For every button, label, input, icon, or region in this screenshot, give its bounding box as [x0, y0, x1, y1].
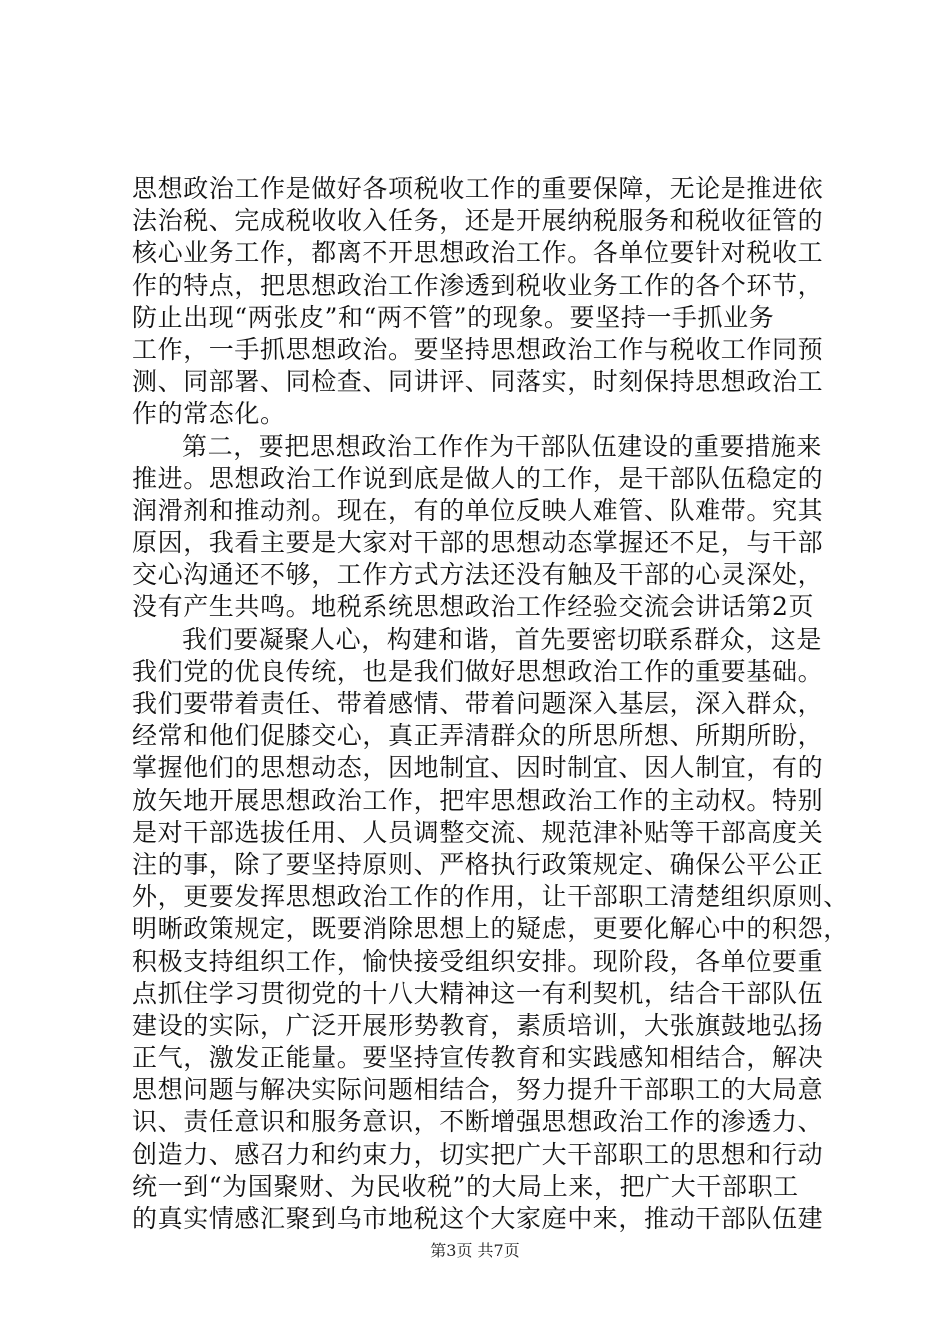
text-line: 作的特点，把思想政治工作渗透到税收业务工作的各个环节， [132, 270, 824, 300]
body-text [132, 173, 849, 1235]
text-line: 点抓住学习贯彻党的十八大精神这一有利契机，结合干部队伍 [132, 978, 824, 1008]
text-line: 建设的实际，广泛开展形势教育，素质培训，大张旗鼓地弘扬 [132, 1010, 824, 1040]
text-line: 测、同部署、同检查、同讲评、同落实，时刻保持思想政治工 [132, 367, 824, 397]
text-line: 是对干部选拔任用、人员调整交流、规范津补贴等干部高度关 [132, 817, 824, 847]
text-line: 正气，激发正能量。要坚持宣传教育和实践感知相结合，解决 [132, 1043, 824, 1073]
text-line: 经常和他们促膝交心，真正弄清群众的所思所想、所期所盼， [132, 721, 824, 751]
text-line: 统一到“为国聚财、为民收税”的大局上来，把广大干部职工 [132, 1171, 799, 1201]
text-line: 核心业务工作，都离不开思想政治工作。各单位要针对税收工 [132, 238, 824, 268]
text-line: 我们党的优良传统，也是我们做好思想政治工作的重要基础。 [132, 656, 824, 686]
text-line: 推进。思想政治工作说到底是做人的工作，是干部队伍稳定的 [132, 463, 824, 493]
text-line: 防止出现“两张皮”和“两不管”的现象。要坚持一手抓业务 [132, 302, 775, 332]
text-line: 思想政治工作是做好各项税收工作的重要保障，无论是推进依 [132, 174, 824, 203]
text-line: 我们要凝聚人心，构建和谐，首先要密切联系群众，这是 [182, 624, 823, 654]
text-line: 明晰政策规定，既要消除思想上的疑虑，更要化解心中的积怨， [132, 914, 849, 944]
text-line: 法治税、完成税收收入任务，还是开展纳税服务和税收征管的 [132, 206, 824, 236]
text-line: 工作，一手抓思想政治。要坚持思想政治工作与税收工作同预 [132, 334, 824, 364]
text-line: 润滑剂和推动剂。现在，有的单位反映人难管、队难带。究其 [132, 495, 824, 525]
text-line: 放矢地开展思想政治工作，把牢思想政治工作的主动权。特别 [132, 785, 824, 815]
text-line: 掌握他们的思想动态，因地制宜、因时制宜、因人制宜，有的 [132, 753, 824, 783]
text-line: 原因，我看主要是大家对干部的思想动态掌握还不足，与干部 [132, 528, 824, 558]
text-line: 识、责任意识和服务意识，不断增强思想政治工作的渗透力、 [132, 1107, 824, 1137]
text-line: 交心沟通还不够，工作方式方法还没有触及干部的心灵深处， [132, 560, 824, 590]
text-line: 注的事，除了要坚持原则、严格执行政策规定、确保公平公正 [132, 849, 824, 879]
text-line: 创造力、感召力和约束力，切实把广大干部职工的思想和行动 [132, 1139, 824, 1169]
text-line: 第二，要把思想政治工作作为干部队伍建设的重要措施来 [182, 431, 823, 461]
text-line: 作的常态化。 [132, 399, 286, 429]
page-number: 第3页 共7页 [430, 1241, 520, 1260]
text-line: 积极支持组织工作，愉快接受组织安排。现阶段，各单位要重 [132, 946, 824, 976]
text-line: 的真实情感汇聚到乌市地税这个大家庭中来，推动干部队伍建 [132, 1204, 824, 1233]
text-line: 外，更要发挥思想政治工作的作用，让干部职工清楚组织原则、 [132, 882, 849, 912]
text-line: 思想问题与解决实际问题相结合，努力提升干部职工的大局意 [132, 1075, 824, 1105]
text-line: 没有产生共鸣。地税系统思想政治工作经验交流会讲话第2页 [132, 592, 815, 622]
text-line: 我们要带着责任、带着感情、带着问题深入基层，深入群众， [132, 689, 824, 718]
